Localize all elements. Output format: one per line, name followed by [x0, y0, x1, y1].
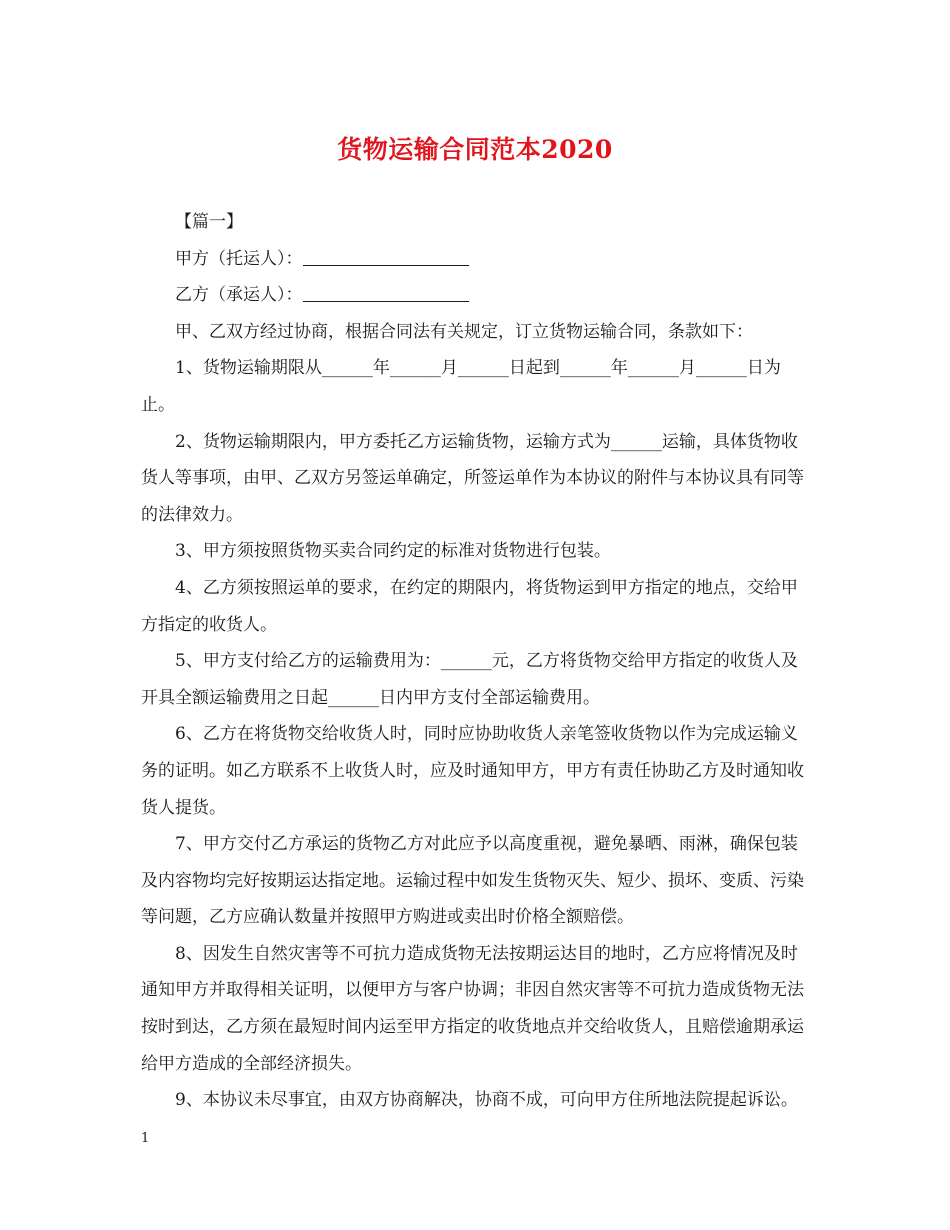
clause-7: 7、甲方交付乙方承运的货物乙方对此应予以高度重视，避免暴晒、雨淋，确保包装及内容物均完好按期运达指定地。运输过程中如发生货物灭失、短少、损坏、变质、污染等问题，乙方应确认数量并按照甲方购进或卖出时价格全额赔偿。	[141, 834, 804, 928]
clause-5: 5、甲方支付给乙方的运输费用为：______元，乙方将货物交给甲方指定的收货人及开具全额运输费用之日起______日内甲方支付全部运输费用。	[141, 651, 798, 708]
clause-2: 2、货物运输期限内，甲方委托乙方运输货物，运输方式为______运输，具体货物收货人等事项，由甲、乙双方另签运单确定，所签运单作为本协议的附件与本协议具有同等的法律效力。	[141, 431, 804, 525]
party-a-line	[141, 241, 813, 278]
party-b-blank	[303, 284, 469, 302]
document-title: 货物运输合同范本2020	[337, 135, 613, 164]
clause-1: 1、货物运输期限从______年______月______日起到______年______月______日为止。	[141, 358, 781, 415]
party-a-label: 甲方（托运人）：	[175, 248, 303, 269]
clause-3: 3、甲方须按照货物买卖合同约定的标准对货物进行包装。	[175, 541, 611, 562]
party-b-label: 乙方（承运人）：	[175, 285, 303, 306]
page-number: 1	[141, 1131, 150, 1146]
section-label: 【篇一】	[175, 212, 243, 232]
party-a-blank	[303, 248, 469, 266]
document-body	[141, 204, 813, 1119]
clause-8: 8、因发生自然灾害等不可抗力造成货物无法按期运达目的地时，乙方应将情况及时通知甲方并取得相关证明，以便甲方与客户协调；非因自然灾害等不可抗力造成货物无法按时到达，乙方须在最短时间内运至甲方指定的收货地点并交给收货人，且赔偿逾期承运给甲方造成的全部经济损失。	[141, 943, 804, 1074]
clause-4: 4、乙方须按照运单的要求，在约定的期限内，将货物运到甲方指定的地点，交给甲方指定的收货人。	[141, 577, 798, 635]
party-b-line	[141, 277, 813, 314]
clause-9: 9、本协议未尽事宜，由双方协商解决，协商不成，可向甲方住所地法院提起诉讼。	[175, 1090, 798, 1111]
clause-6: 6、乙方在将货物交给收货人时，同时应协助收货人亲笔签收货物以作为完成运输义务的证明。如乙方联系不上收货人时，应及时通知甲方，甲方有责任协助乙方及时通知收货人提货。	[141, 724, 804, 818]
intro-paragraph: 甲、乙双方经过协商，根据合同法有关规定，订立货物运输合同，条款如下：	[175, 321, 753, 342]
